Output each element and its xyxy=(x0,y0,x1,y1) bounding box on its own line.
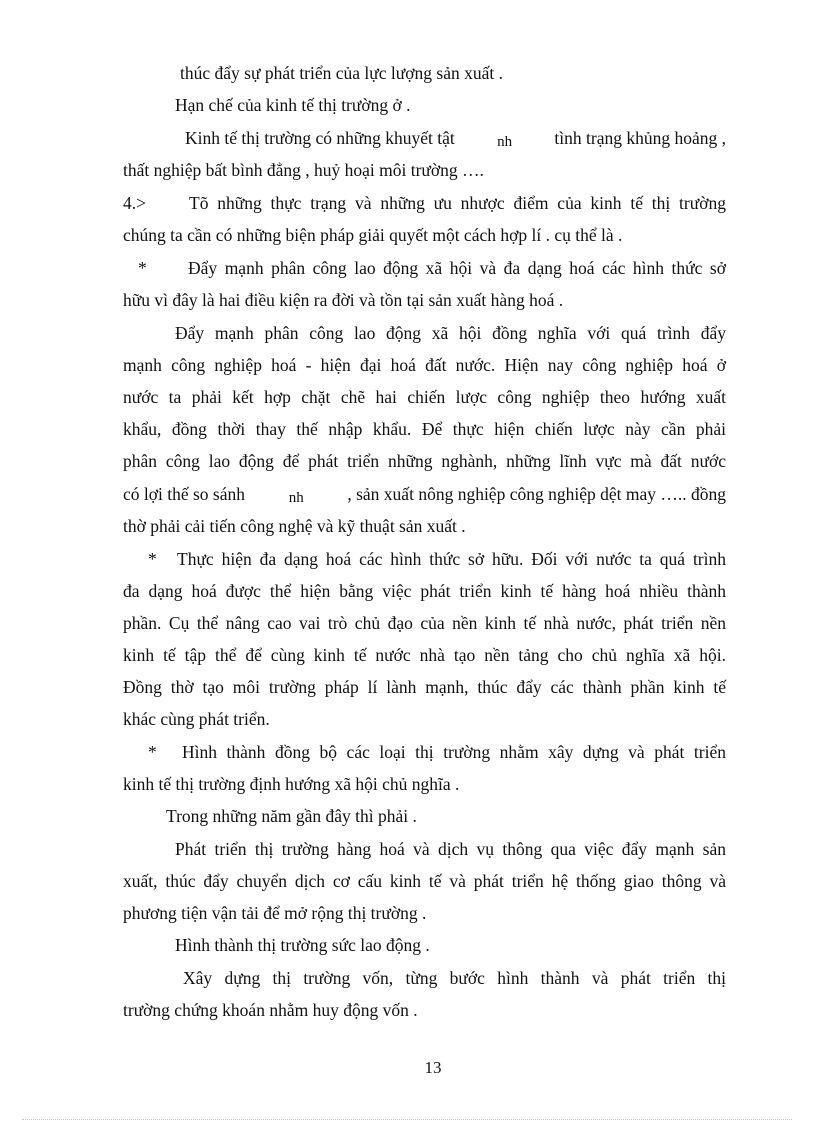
line-05: Tõ những thực trạng và những ưu nhược điểm của kinh tế thị trường xyxy=(189,193,726,213)
line-11: nước ta phải kết hợp chặt chẽ hai chiến lược công nghiệp theo hướng xuất xyxy=(123,387,726,407)
line-10: mạnh công nghiệp hoá - hiện đại hoá đất nước. Hiện nay công nghiệp hoá ở xyxy=(123,355,726,375)
bullet-2: * xyxy=(148,549,157,569)
section-number-4: 4.> xyxy=(123,193,146,213)
bullet-3: * xyxy=(148,742,157,762)
line-03-part-a: Kinh tế thị trường có những khuyết tật xyxy=(185,128,455,148)
line-24: Trong những năm gần đây thì phải . xyxy=(166,806,417,826)
line-28: Hình thành thị trường sức lao động . xyxy=(175,935,430,955)
abbrev-nh-2: nh xyxy=(288,490,304,506)
line-26: xuất, thúc đẩy chuyển dịch cơ cấu kinh tế và phát triển hệ thống giao thông và xyxy=(123,871,726,891)
line-14-part-b: , sản xuất nông nghiệp công nghiệp dệt may ….. đồng xyxy=(347,484,726,504)
line-15: thờ phải cải tiến công nghệ và kỹ thuật sản xuất . xyxy=(123,516,466,536)
line-01: thúc đẩy sự phát triển của lực lượng sản xuất . xyxy=(180,63,503,83)
line-03-part-b: tình trạng khủng hoảng , xyxy=(554,128,726,148)
line-30: trường chứng khoán nhằm huy động vốn . xyxy=(123,1000,418,1020)
line-19: kinh tế tập thể để cùng kinh tế nước nhà tạo nền tảng cho chủ nghĩa xã hội. xyxy=(123,645,726,665)
line-03 xyxy=(185,127,726,149)
line-20: Đồng thờ tạo môi trường pháp lí lành mạnh, thúc đẩy các thành phần kinh tế xyxy=(123,677,726,697)
line-18: phần. Cụ thể nâng cao vai trò chủ đạo của nền kinh tế nhà nước, phát triển nền xyxy=(123,613,726,633)
abbrev-nh-1: nh xyxy=(497,134,513,150)
bullet-1: * xyxy=(138,258,147,278)
line-08: hữu vì đây là hai điều kiện ra đời và tồn tại sản xuất hàng hoá . xyxy=(123,290,564,310)
line-14-part-a: có lợi thế so sánh xyxy=(123,484,246,504)
line-12: khẩu, đồng thời thay thế nhập khẩu. Để thực hiện chiến lược này cần phải xyxy=(123,419,726,439)
line-16: Thực hiện đa dạng hoá các hình thức sở hữu. Đối với nước ta quá trình xyxy=(177,549,726,569)
page-number: 13 xyxy=(424,1058,442,1077)
line-22: Hình thành đồng bộ các loại thị trường nhằm xây dựng và phát triển xyxy=(182,742,726,762)
line-06: chúng ta cần có những biện pháp giải quyết một cách hợp lí . cụ thể là . xyxy=(123,225,623,245)
line-25: Phát triển thị trường hàng hoá và dịch vụ thông qua việc đẩy mạnh sản xyxy=(175,839,726,859)
line-17: đa dạng hoá được thể hiện bằng việc phát triển kinh tế hàng hoá nhiều thành xyxy=(123,581,726,601)
line-14 xyxy=(123,483,726,505)
line-21: khác cùng phát triển. xyxy=(123,709,270,729)
line-29: Xây dựng thị trường vốn, từng bước hình thành và phát triển thị xyxy=(183,968,726,988)
line-04: thất nghiệp bất bình đẳng , huỷ hoại môi trường …. xyxy=(123,160,484,180)
line-09: Đẩy mạnh phân công lao động xã hội đồng nghĩa với quá trình đẩy xyxy=(175,323,726,343)
line-27: phương tiện vận tải để mở rộng thị trường . xyxy=(123,903,427,923)
line-07: Đẩy mạnh phân công lao động xã hội và đa dạng hoá các hình thức sở xyxy=(188,258,726,278)
heading-limitations: Hạn chế của kinh tế thị trường ở . xyxy=(175,95,411,115)
line-23: kinh tế thị trường định hướng xã hội chủ nghĩa . xyxy=(123,774,460,794)
line-13: phân công lao động để phát triển những nghành, những lĩnh vực mà đất nước xyxy=(123,451,726,471)
footer-divider xyxy=(22,1119,792,1120)
